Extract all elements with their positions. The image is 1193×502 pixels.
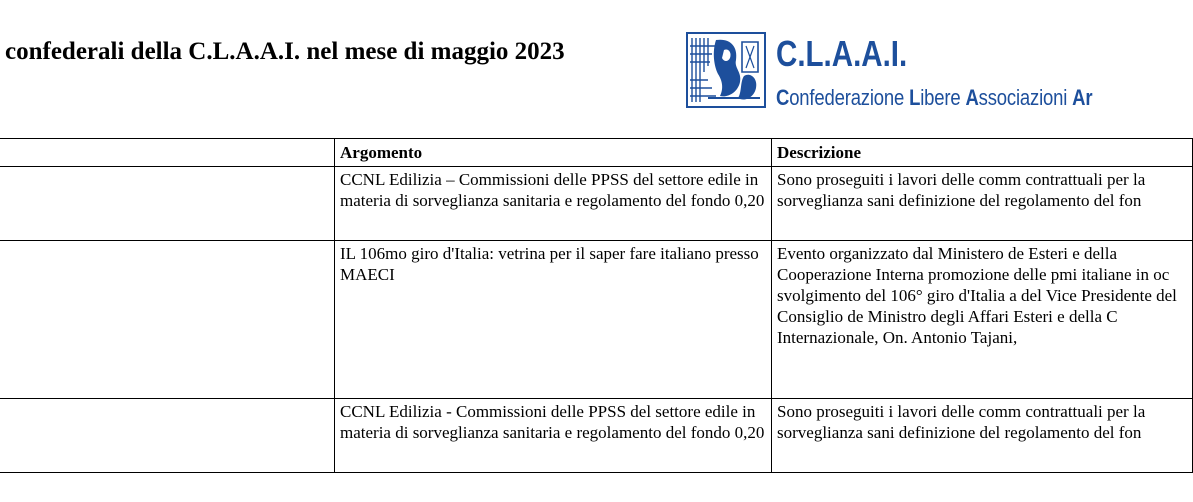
table-cell-first [0,167,335,241]
table-cell-descrizione: Evento organizzato dal Ministero de Esteri e della Cooperazione Interna promozione delle pmi italiane in oc svolgimento del 106° giro d'Italia a del Vice Presidente del Consiglio de Ministro degli Affari Esteri e della C Internazionale, On. Antonio Tajani, [772,241,1193,399]
logo-subtitle: Confederazione Libere Associazioni Ar [776,85,1093,110]
claai-emblem-icon [686,32,766,108]
table-cell-argomento: IL 106mo giro d'Italia: vetrina per il saper fare italiano presso MAECI [335,241,772,399]
table-row [0,241,1193,399]
page-title: confederali della C.L.A.A.I. nel mese di maggio 2023 [5,38,565,65]
table-cell-first [0,241,335,399]
column-header-argomento: Argomento [335,139,772,167]
table-row [0,399,1193,473]
logo-name: C.L.A.A.I. [776,33,908,74]
column-header-descrizione: Descrizione [772,139,1193,167]
table-cell-argomento: CCNL Edilizia - Commissioni delle PPSS del settore edile in materia di sorveglianza sanitaria e regolamento del fondo 0,20 [335,399,772,473]
column-header-blank [0,139,335,167]
table-header-row [0,139,1193,167]
table-cell-descrizione: Sono proseguiti i lavori delle comm contrattuali per la sorveglianza sani definizione del regolamento del fon [772,399,1193,473]
table-cell-argomento: CCNL Edilizia – Commissioni delle PPSS del settore edile in materia di sorveglianza sanitaria e regolamento del fondo 0,20 [335,167,772,241]
table-cell-descrizione: Sono proseguiti i lavori delle comm contrattuali per la sorveglianza sani definizione del regolamento del fon [772,167,1193,241]
table-cell-first [0,399,335,473]
table-row [0,167,1193,241]
activities-table [0,138,1193,473]
